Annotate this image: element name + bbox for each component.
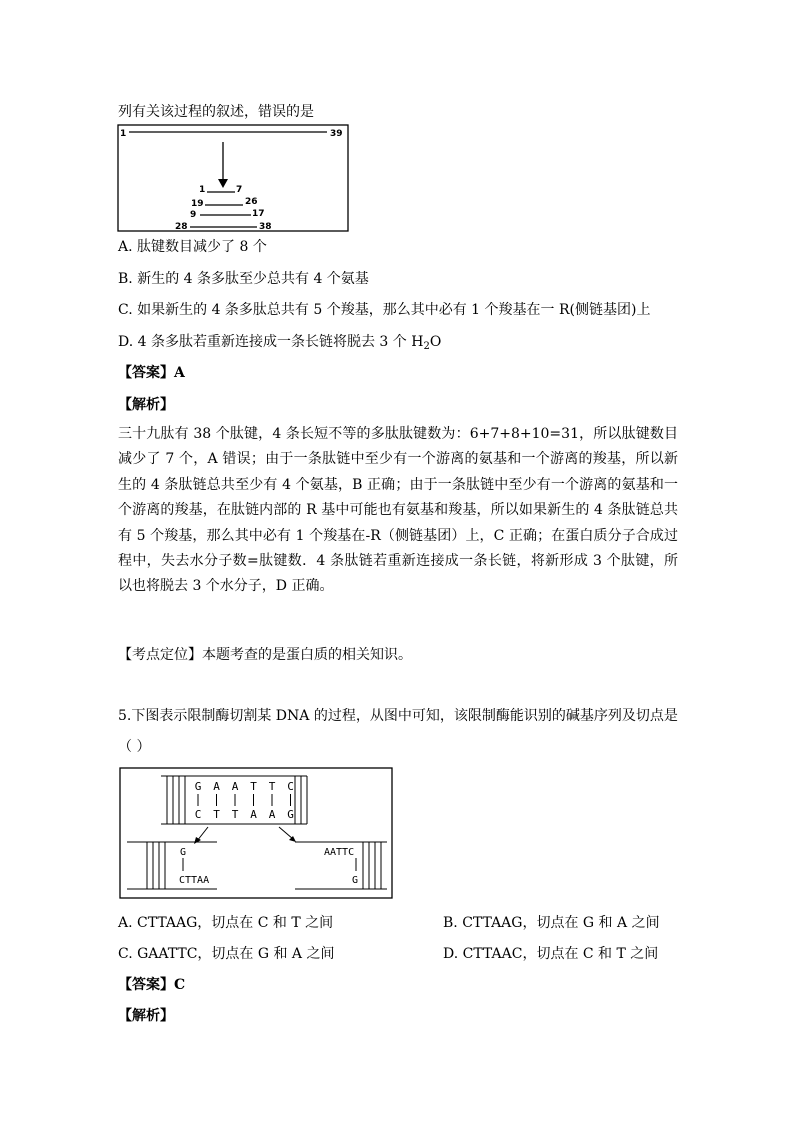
left-fragment-top: G <box>180 847 187 858</box>
frag1-end: 7 <box>236 185 243 195</box>
option-b: B. 新生的 4 条多肽至少总共有 4 个氨基 <box>118 271 369 287</box>
frag1-start: 1 <box>199 185 206 195</box>
frag3-start: 9 <box>190 210 197 220</box>
option-d-suffix: O <box>429 334 442 350</box>
bottom-base: G <box>287 808 294 821</box>
q5-option-d: D. CTTAAC，切点在 C 和 T 之间 <box>443 946 659 962</box>
q5-analysis-label: 【解析】 <box>118 1008 174 1024</box>
label-end: 39 <box>330 129 343 139</box>
option-a: A. 肽键数目减少了 8 个 <box>118 239 267 255</box>
bottom-base: A <box>250 808 257 821</box>
q4-analysis-label: 【解析】 <box>118 397 174 413</box>
option-c: C. 如果新生的 4 条多肽总共有 5 个羧基，那么其中必有 1 个羧基在一 R(侧链基团)上 <box>118 302 651 318</box>
frag4-end: 38 <box>259 222 272 232</box>
top-base: T <box>250 780 257 793</box>
q4-topic: 【考点定位】本题考查的是蛋白质的相关知识。 <box>118 647 412 663</box>
q5-option-a: A. CTTAAG，切点在 C 和 T 之间 <box>118 915 334 931</box>
frag2-end: 26 <box>245 197 258 207</box>
q4-analysis-text: 三十九肽有 38 个肽键，4 条长短不等的多肽肽键数为：6+7+8+10=31，所以肽键数目减少了 7 个，A 错误；由于一条肽链中至少有一个游离的氨基和一个游离的羧基，所以新生的 4 条肽链总共至少有 4 个氨基，B 正确；由于一条肽链中至少有一个游离的氨基和一个游离的羧基，在肽链内部的 R 基中可能也有氨基和羧基，所以如果新生的 4 条肽链总共有 5 个羧基，那么其中必有 1 个羧基在-R（侧链基团）上，C 正确；在蛋白质分子合成过程中，失去水分子数=肽键数．4 条肽链若重新连接成一条长链，将新形成 3 个肽键，所以也将脱去 3 个水分子，D 正确。 <box>118 426 678 595</box>
frag2-start: 19 <box>191 199 204 209</box>
option-d-subscript: 2 <box>423 341 430 352</box>
option-d <box>118 333 441 356</box>
restriction-enzyme-diagram <box>119 767 395 901</box>
top-base: T <box>268 780 276 793</box>
bottom-base: T <box>231 808 239 821</box>
intro-text: 列有关该过程的叙述，错误的是 <box>118 104 314 120</box>
right-fragment-top: AATTC <box>324 847 355 858</box>
right-fragment-bottom: G <box>352 875 359 886</box>
q5-paren: （ ） <box>118 739 151 755</box>
peptide-diagram <box>117 124 349 232</box>
frag4-start: 28 <box>175 222 188 232</box>
top-base: C <box>287 780 294 793</box>
q5-question: 5.下图表示限制酶切割某 DNA 的过程，从图中可知，该限制酶能识别的碱基序列及切点是 <box>118 708 678 724</box>
frag3-end: 17 <box>252 209 265 219</box>
label-start: 1 <box>120 129 127 139</box>
top-base: A <box>213 780 220 793</box>
top-base: G <box>194 780 202 793</box>
q5-option-c: C. GAATTC，切点在 G 和 A 之间 <box>118 946 335 962</box>
option-d-text: D. 4 条多肽若重新连接成一条长链将脱去 3 个 H <box>118 334 424 350</box>
q5-answer: 【答案】C <box>118 977 186 993</box>
top-base: A <box>231 780 239 793</box>
bottom-base: T <box>213 808 220 821</box>
q4-answer: 【答案】A <box>118 365 185 381</box>
q5-option-b: B. CTTAAG，切点在 G 和 A 之间 <box>443 915 660 931</box>
left-fragment-bottom: CTTAA <box>179 875 210 886</box>
bottom-base: C <box>194 808 202 821</box>
bottom-base: A <box>268 808 276 821</box>
